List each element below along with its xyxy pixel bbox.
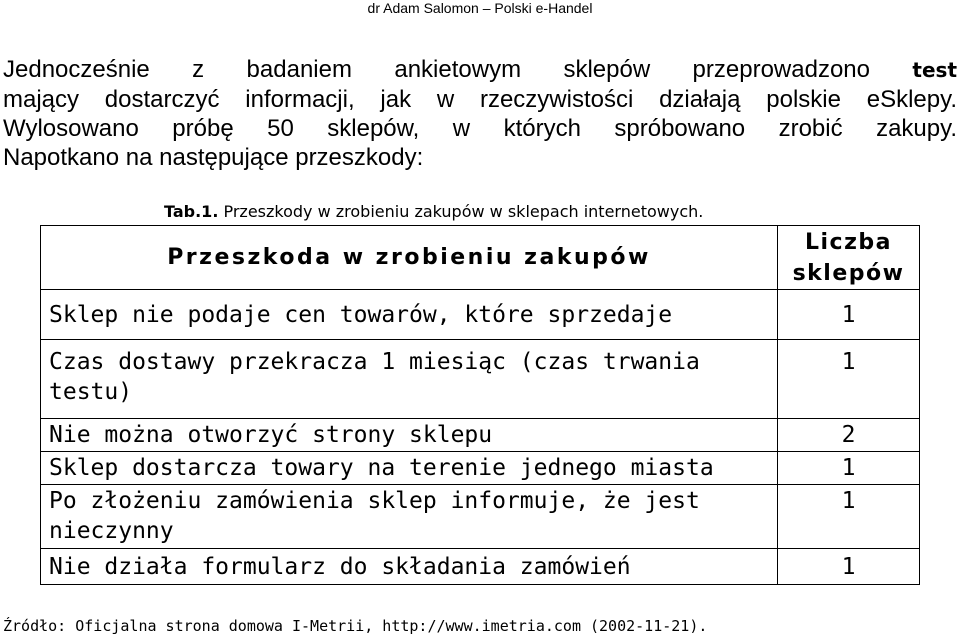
count-cell: 2 [778,419,920,452]
intro-line-2: mający dostarczyć informacji, jak w rzeczywistości działają polskie eSklepy. [3,86,957,113]
intro-line-4: Napotkano na następujące przeszkody: [3,144,424,171]
obstacles-table [40,225,920,585]
count-cell: 1 [778,290,920,340]
table-caption-text: Przeszkody w zrobieniu zakupów w sklepach internetowych. [218,202,704,221]
count-cell: 1 [778,452,920,485]
header-count-line-2: sklepów [792,260,905,286]
page-header: dr Adam Salomon – Polski e-Handel [367,0,593,16]
header-obstacle: Przeszkoda w zrobieniu zakupów [41,226,778,290]
count-cell: 1 [778,485,920,549]
source-note: Źródło: Oficjalna strona domowa I-Metrii, http://www.imetria.com (2002-11-21). [3,617,708,635]
obstacle-cell-line-2: testu) [49,379,133,405]
obstacle-cell-line-1: Po złożeniu zamówienia sklep informuje, że jest [49,488,700,514]
count-cell: 1 [778,340,920,419]
table-row [41,340,920,419]
intro-line-1-text: Jednocześnie z badaniem ankietowym sklepów przeprowadzono [3,56,871,83]
obstacle-cell: Sklep nie podaje cen towarów, które sprzedaje [41,290,778,340]
table-row [41,549,920,585]
table-row [41,419,920,452]
intro-paragraph [0,55,960,172]
obstacle-cell: Nie można otworzyć strony sklepu [41,419,778,452]
obstacle-cell [41,485,778,549]
intro-line-1 [0,55,957,85]
obstacle-cell [41,340,778,419]
table-caption-label: Tab.1. [164,202,219,221]
header-count [778,226,920,290]
obstacle-cell-line-1: Czas dostawy przekracza 1 miesiąc (czas trwania [49,349,700,375]
count-cell: 1 [778,549,920,585]
table-caption [164,202,703,222]
intro-line-3: Wylosowano próbę 50 sklepów, w których spróbowano zrobić zakupy. [3,115,957,142]
header-count-line-1: Liczba [805,229,892,255]
obstacle-cell: Nie działa formularz do składania zamówień [41,549,778,585]
table-row [41,452,920,485]
obstacle-cell-line-2: nieczynny [49,518,174,544]
table-header-row [41,226,920,290]
table-row [41,290,920,340]
table-row [41,485,920,549]
intro-line-1-bold-word: test [912,58,958,82]
obstacle-cell: Sklep dostarcza towary na terenie jednego miasta [41,452,778,485]
